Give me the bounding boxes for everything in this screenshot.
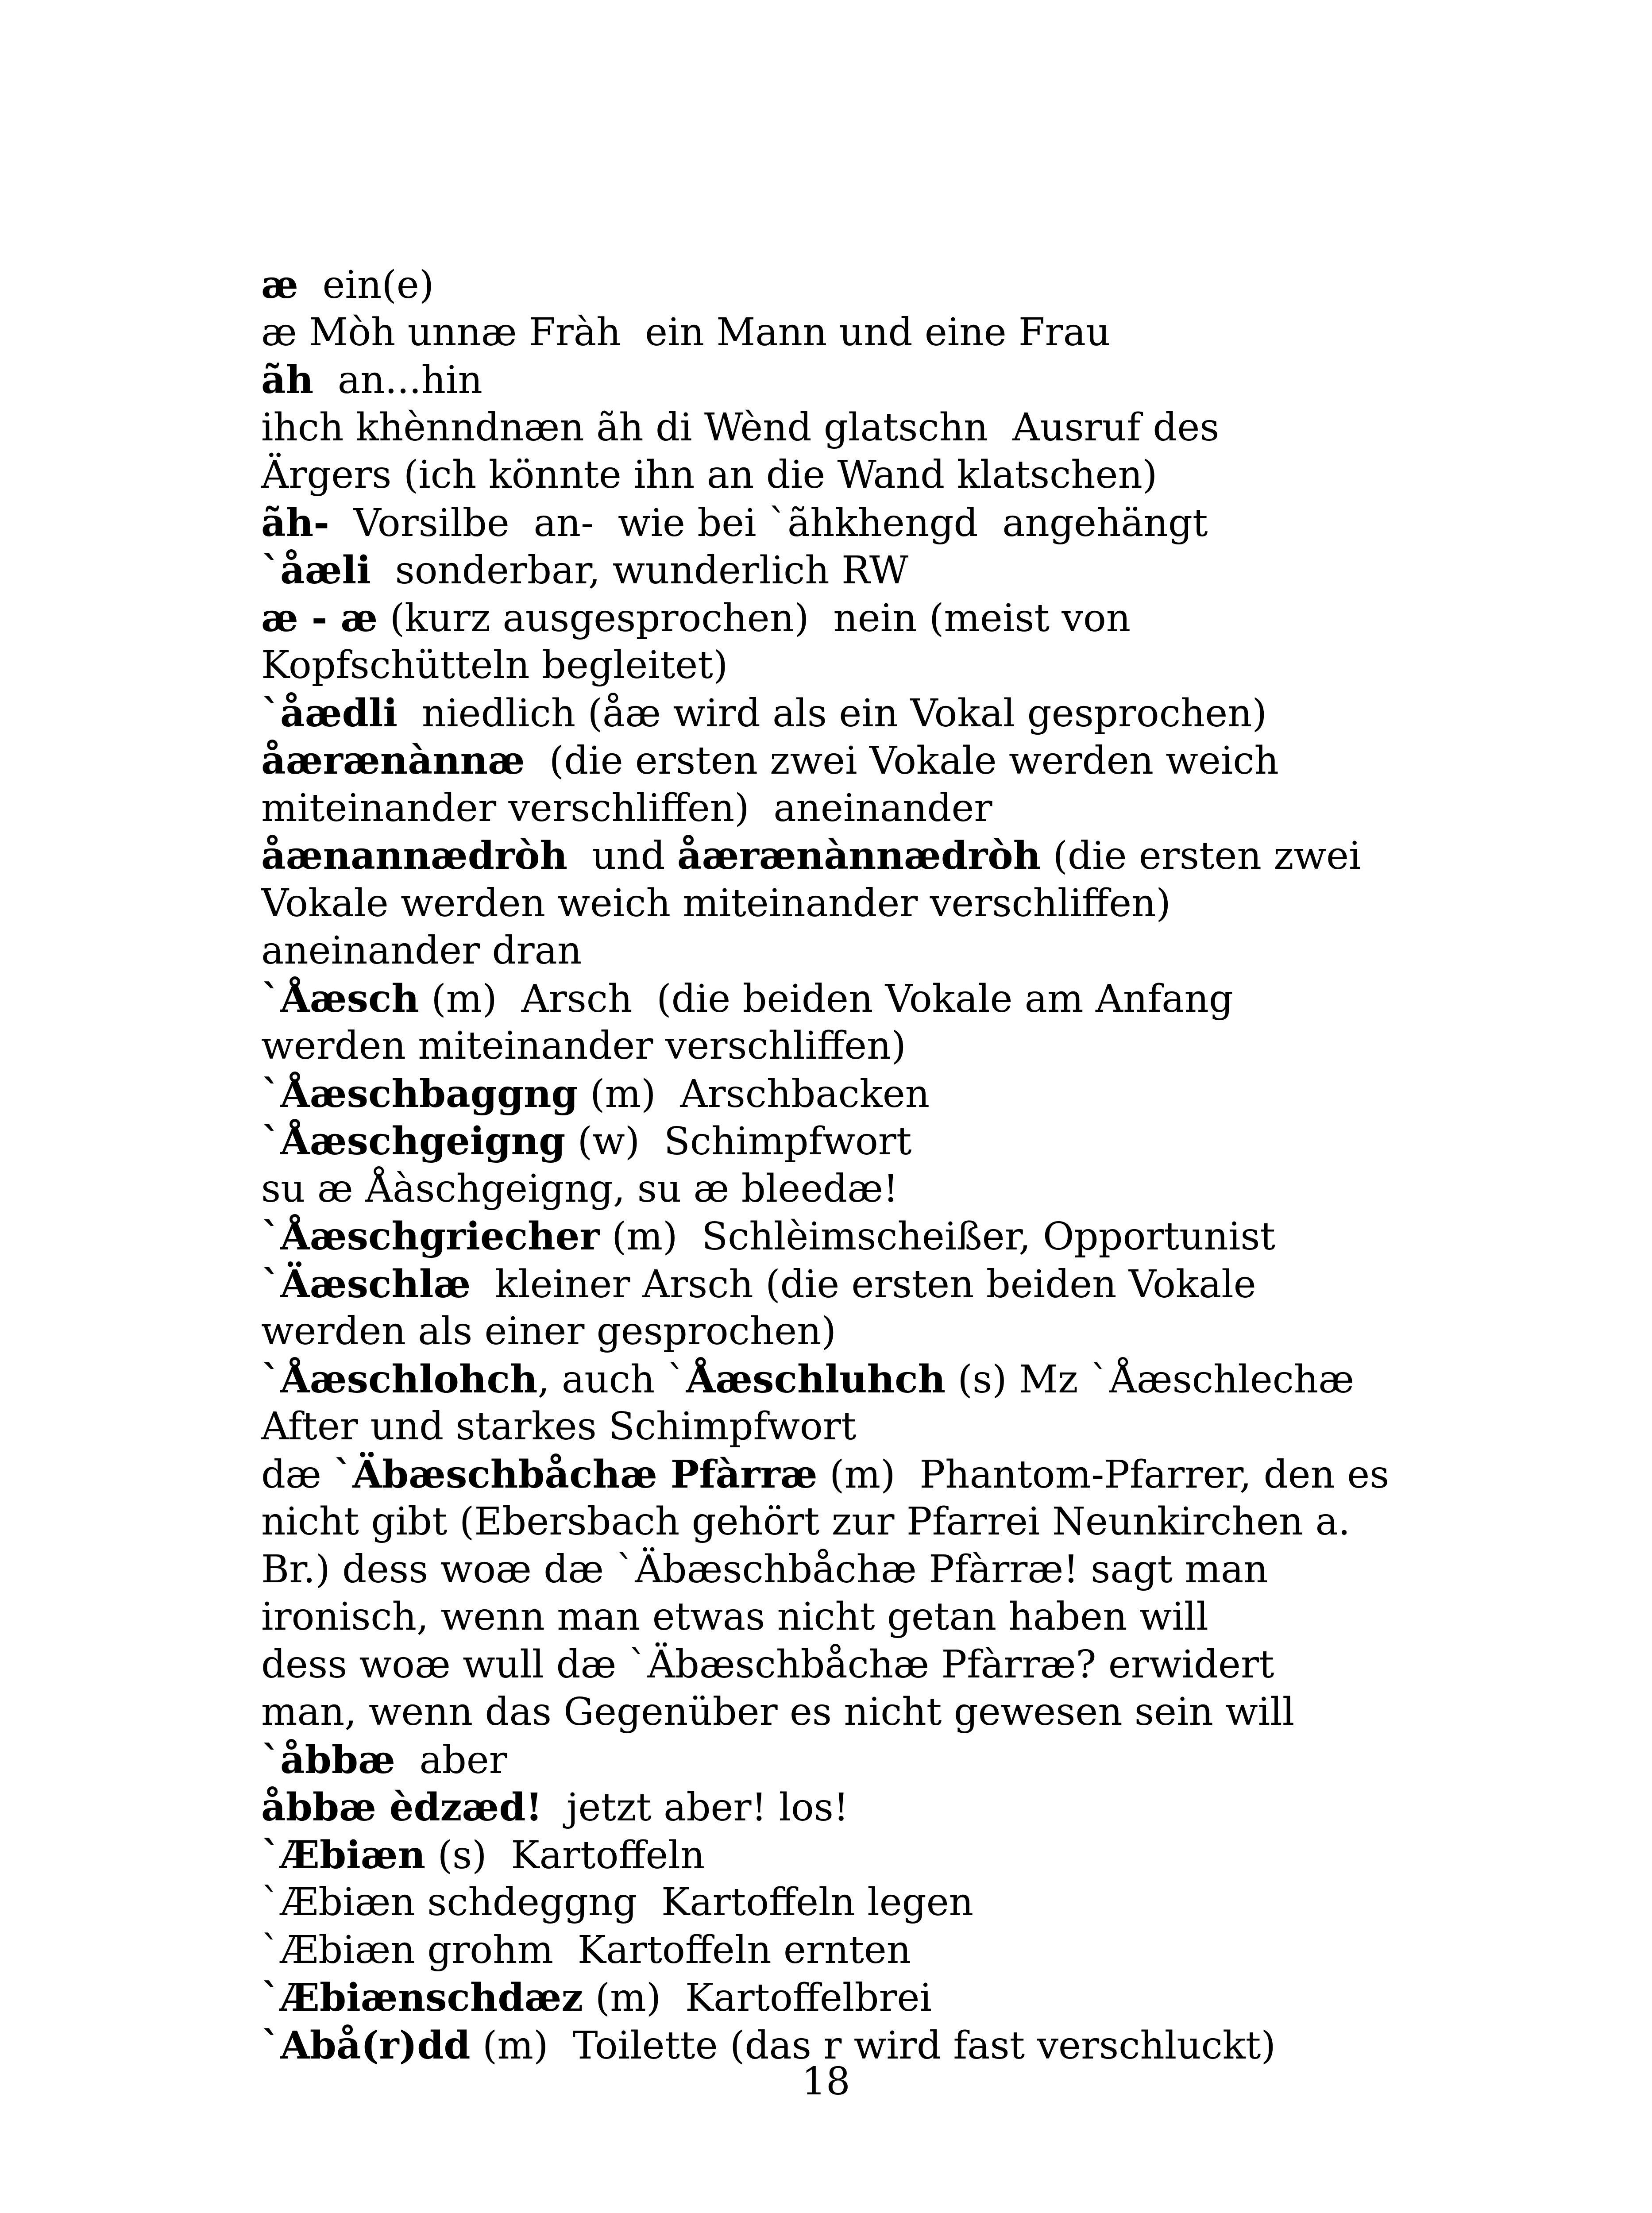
headword: åærænànnæ <box>261 738 525 783</box>
headword: åænannædròh <box>261 833 568 878</box>
headword: æ <box>261 262 298 307</box>
definition-text: (kurz ausgesprochen) nein (meist von <box>378 596 1131 640</box>
definition-text: (m) Arsch (die beiden Vokale am Anfang <box>419 976 1233 1021</box>
definition-text: æ Mòh unnæ Fràh ein Mann und eine Frau <box>261 310 1111 355</box>
text-line <box>261 594 1434 642</box>
definition-text: (die ersten zwei Vokale werden weich <box>525 739 1279 783</box>
definition-text: (m) Toilette (das r wird fast verschluckt) <box>470 2023 1276 2068</box>
definition-text: dess woæ wull dæ `Äbæschbåchæ Pfàrræ? erwidert <box>261 1642 1274 1687</box>
text-line <box>261 499 1434 547</box>
text-line <box>261 832 1434 880</box>
headword: `Åæschgriecher <box>261 1214 600 1259</box>
text-line <box>261 1784 1434 1831</box>
definition-text: Kopfschütteln begleitet) <box>261 643 728 687</box>
page-number: 18 <box>802 2059 850 2104</box>
definition-text: Vorsilbe an- wie bei `ãhkhengd angehängt <box>329 501 1208 545</box>
headword: `Abå(r)dd <box>261 2023 471 2068</box>
headword: åærænànnædròh <box>677 833 1041 878</box>
text-line <box>261 309 1434 357</box>
headword: `Åæschlohch <box>261 1357 538 1402</box>
text-line <box>261 1689 1434 1736</box>
text-line <box>261 880 1434 928</box>
text-line <box>261 737 1434 785</box>
definition-text: sonderbar, wunderlich RW <box>371 548 909 593</box>
headword: `Äæschlæ <box>261 1261 471 1307</box>
headword: æ - æ <box>261 595 378 640</box>
headword: `Æbiænschdæz <box>261 1975 583 2020</box>
text-line <box>261 1403 1434 1451</box>
definition-text: (w) Schimpfwort <box>565 1119 912 1164</box>
definition-text: Ärgers (ich könnte ihn an die Wand klatschen) <box>261 453 1158 497</box>
text-line <box>261 1641 1434 1689</box>
definition-text: aber <box>395 1738 507 1782</box>
definition-text: und <box>567 834 677 878</box>
text-line <box>261 1831 1434 1879</box>
definition-text: niedlich (åæ wird als ein Vokal gesprochen) <box>398 691 1267 736</box>
text-line <box>261 1736 1434 1784</box>
text-line <box>261 451 1434 499</box>
definition-text: `Æbiæn grohm Kartoffeln ernten <box>261 1928 911 1972</box>
definition-text: ein(e) <box>298 263 434 307</box>
definition-text: Br.) dess woæ dæ `Äbæschbåchæ Pfàrræ! sagt man <box>261 1547 1268 1592</box>
dictionary-entries <box>261 261 1434 2069</box>
definition-text: (m) Kartoffelbrei <box>583 1976 932 2020</box>
text-line <box>261 1308 1434 1356</box>
text-line <box>261 1593 1434 1641</box>
definition-text: su æ Åàschgeigng, su æ bleedæ! <box>261 1166 899 1211</box>
headword: ãh- <box>261 500 329 545</box>
text-line <box>261 1879 1434 1927</box>
definition-text: man, wenn das Gegenüber es nicht gewesen sein will <box>261 1690 1295 1734</box>
definition-text: aneinander dran <box>261 929 582 973</box>
definition-text: (m) Schlèimscheißer, Opportunist <box>599 1214 1276 1259</box>
headword: Åæschluhch <box>686 1357 946 1402</box>
definition-text: dæ <box>261 1452 334 1497</box>
definition-text: werden miteinander verschliffen) <box>261 1024 906 1068</box>
text-line <box>261 356 1434 404</box>
definition-text: ironisch, wenn man etwas nicht getan haben will <box>261 1595 1208 1639</box>
definition-text: miteinander verschliffen) aneinander <box>261 786 992 830</box>
text-line <box>261 1022 1434 1070</box>
definition-text: ihch khènndnæn ãh di Wènd glatschn Ausruf des <box>261 405 1220 450</box>
text-line <box>261 1498 1434 1546</box>
text-line <box>261 404 1434 452</box>
definition-text: (die ersten zwei <box>1041 834 1361 878</box>
text-line <box>261 1927 1434 1974</box>
text-line <box>261 927 1434 975</box>
definition-text: `Æbiæn schdeggng Kartoffeln legen <box>261 1880 973 1924</box>
text-line <box>261 642 1434 690</box>
definition-text: Vokale werden weich miteinander verschliffen) <box>261 881 1171 925</box>
headword: `åbbæ <box>261 1737 395 1782</box>
headword: `Åæschbaggng <box>261 1071 578 1116</box>
definition-text: (s) Kartoffeln <box>425 1833 705 1878</box>
definition-text: jetzt aber! los! <box>542 1785 849 1830</box>
headword: `Åæschgeigng <box>261 1119 566 1164</box>
definition-text: nicht gibt (Ebersbach gehört zur Pfarrei Neunkirchen a. <box>261 1500 1351 1544</box>
text-line <box>261 1165 1434 1213</box>
text-line <box>261 690 1434 737</box>
definition-text: werden als einer gesprochen) <box>261 1309 837 1353</box>
text-line <box>261 1546 1434 1594</box>
headword: ãh <box>261 358 314 402</box>
text-line <box>261 1070 1434 1118</box>
headword: åbbæ èdzæd! <box>261 1785 543 1830</box>
definition-text: an...hin <box>313 358 482 402</box>
headword: `åædli <box>261 690 398 736</box>
definition-text: After und starkes Schimpfwort <box>261 1404 857 1449</box>
definition-text: (m) Phantom-Pfarrer, den es <box>817 1452 1390 1497</box>
headword: `Æbiæn <box>261 1832 426 1878</box>
text-line <box>261 1213 1434 1261</box>
text-line <box>261 1356 1434 1403</box>
text-line <box>261 1451 1434 1499</box>
text-line <box>261 1118 1434 1165</box>
text-line <box>261 975 1434 1023</box>
definition-text: (m) Arschbacken <box>578 1072 930 1116</box>
definition-text: , auch ` <box>537 1357 686 1402</box>
headword: `Åæsch <box>261 976 419 1021</box>
text-line <box>261 785 1434 833</box>
headword: `Äbæschbåchæ Pfàrræ <box>333 1452 818 1497</box>
text-line <box>261 547 1434 594</box>
definition-text: kleiner Arsch (die ersten beiden Vokale <box>471 1262 1256 1307</box>
text-line <box>261 1261 1434 1308</box>
definition-text: (s) Mz `Åæschlechæ <box>946 1357 1355 1402</box>
headword: `åæli <box>261 548 371 593</box>
text-line <box>261 261 1434 309</box>
text-line <box>261 1974 1434 2022</box>
